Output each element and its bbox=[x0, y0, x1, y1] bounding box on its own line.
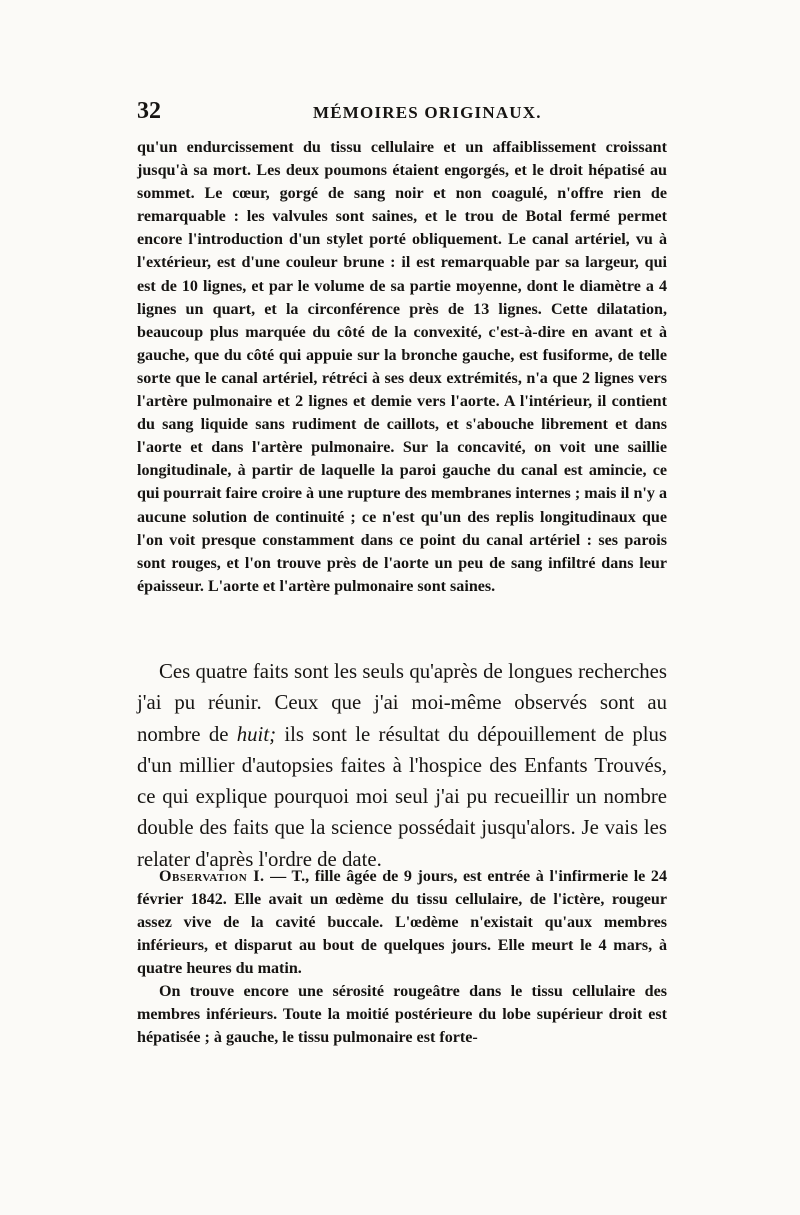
paragraph-observation-1-autopsy: On trouve encore une sérosité rougeâtre dans le tissu cellulaire des membres inférieurs. Toute la moitié postérieure du lobe supérieur droit est hépatisée ; à gauche, le tissu pulmonaire est forte- bbox=[137, 983, 667, 1047]
summary-text-start: Ces quatre faits sont les seuls qu'après de longues recherches j'ai pu réunir. Ceux que j'ai moi-même observés sont au nombre de bbox=[137, 660, 667, 746]
paragraph-summary bbox=[137, 656, 667, 875]
page-header bbox=[137, 98, 667, 128]
paragraph-observation-1 bbox=[137, 865, 667, 980]
paragraph-autopsy-details: qu'un endurcissement du tissu cellulaire et un affaiblissement croissant jusqu'à sa mort. Les deux poumons étaient engorgés, et le droit hépatisé au sommet. Le cœur, gorgé de sang noir et non coagulé, n'offre rien de remarquable : les valvules sont saines, et le trou de Botal fermé permet encore l'introduction d'un stylet porté obliquement. Le canal artériel, vu à l'extérieur, est d'une couleur brune : il est remarquable par sa largeur, qui est de 10 lignes, et par le volume de sa partie moyenne, dont le diamètre a 4 lignes un quart, et la circonférence près de 13 lignes. Cette dilatation, beaucoup plus marquée du côté de la convexité, c'est-à-dire en avant et à gauche, que du côté qui appuie sur la bronche gauche, est fusiforme, de telle sorte que le canal artériel, rétréci à ses deux extrémités, n'a que 2 lignes vers l'artère pulmonaire et 2 lignes et demie vers l'aorte. A l'intérieur, il contient du sang liquide sans rudiment de caillots, et s'abouche librement et dans l'aorte et dans l'artère pulmonaire. Sur la concavité, on voit une saillie longitudinale, à partir de laquelle la paroi gauche du canal est amincie, ce qui pourrait faire croire à une rupture des membranes internes ; mais il n'y a aucune solution de continuité ; ce n'est qu'un des replis longitudinaux que l'on voit presque constamment dans ce point du canal artériel : ses parois sont rouges, et l'on trouve près de l'aorte un peu de sang infiltré dans leur épaisseur. L'aorte et l'artère pulmonaire sont saines. bbox=[137, 139, 667, 595]
observation-text: — T., fille âgée de 9 jours, est entrée à l'infirmerie le 24 février 1842. Elle avait un œdème du tissu cellulaire, de l'ictère, rougeur assez vive de la cavité buccale. L'œdème n'existait qu'aux membres inférieurs, et disparut au bout de quelques jours. Elle meurt le 4 mars, à quatre heures du matin. bbox=[137, 868, 667, 978]
summary-emphasis: huit; bbox=[236, 722, 277, 746]
observation-label: Observation I. bbox=[159, 868, 265, 885]
running-title: MÉMOIRES ORIGINAUX. bbox=[313, 103, 542, 122]
summary-text-end: ils sont le résultat du dépouillement de plus d'un millier d'autopsies faites à l'hospice des Enfants Trouvés, ce qui explique pourquoi moi seul j'ai pu recueillir un nombre double des faits que la science possédait jusqu'alors. Je vais les relater d'après l'ordre de date. bbox=[137, 722, 667, 871]
page-number: 32 bbox=[137, 98, 161, 124]
